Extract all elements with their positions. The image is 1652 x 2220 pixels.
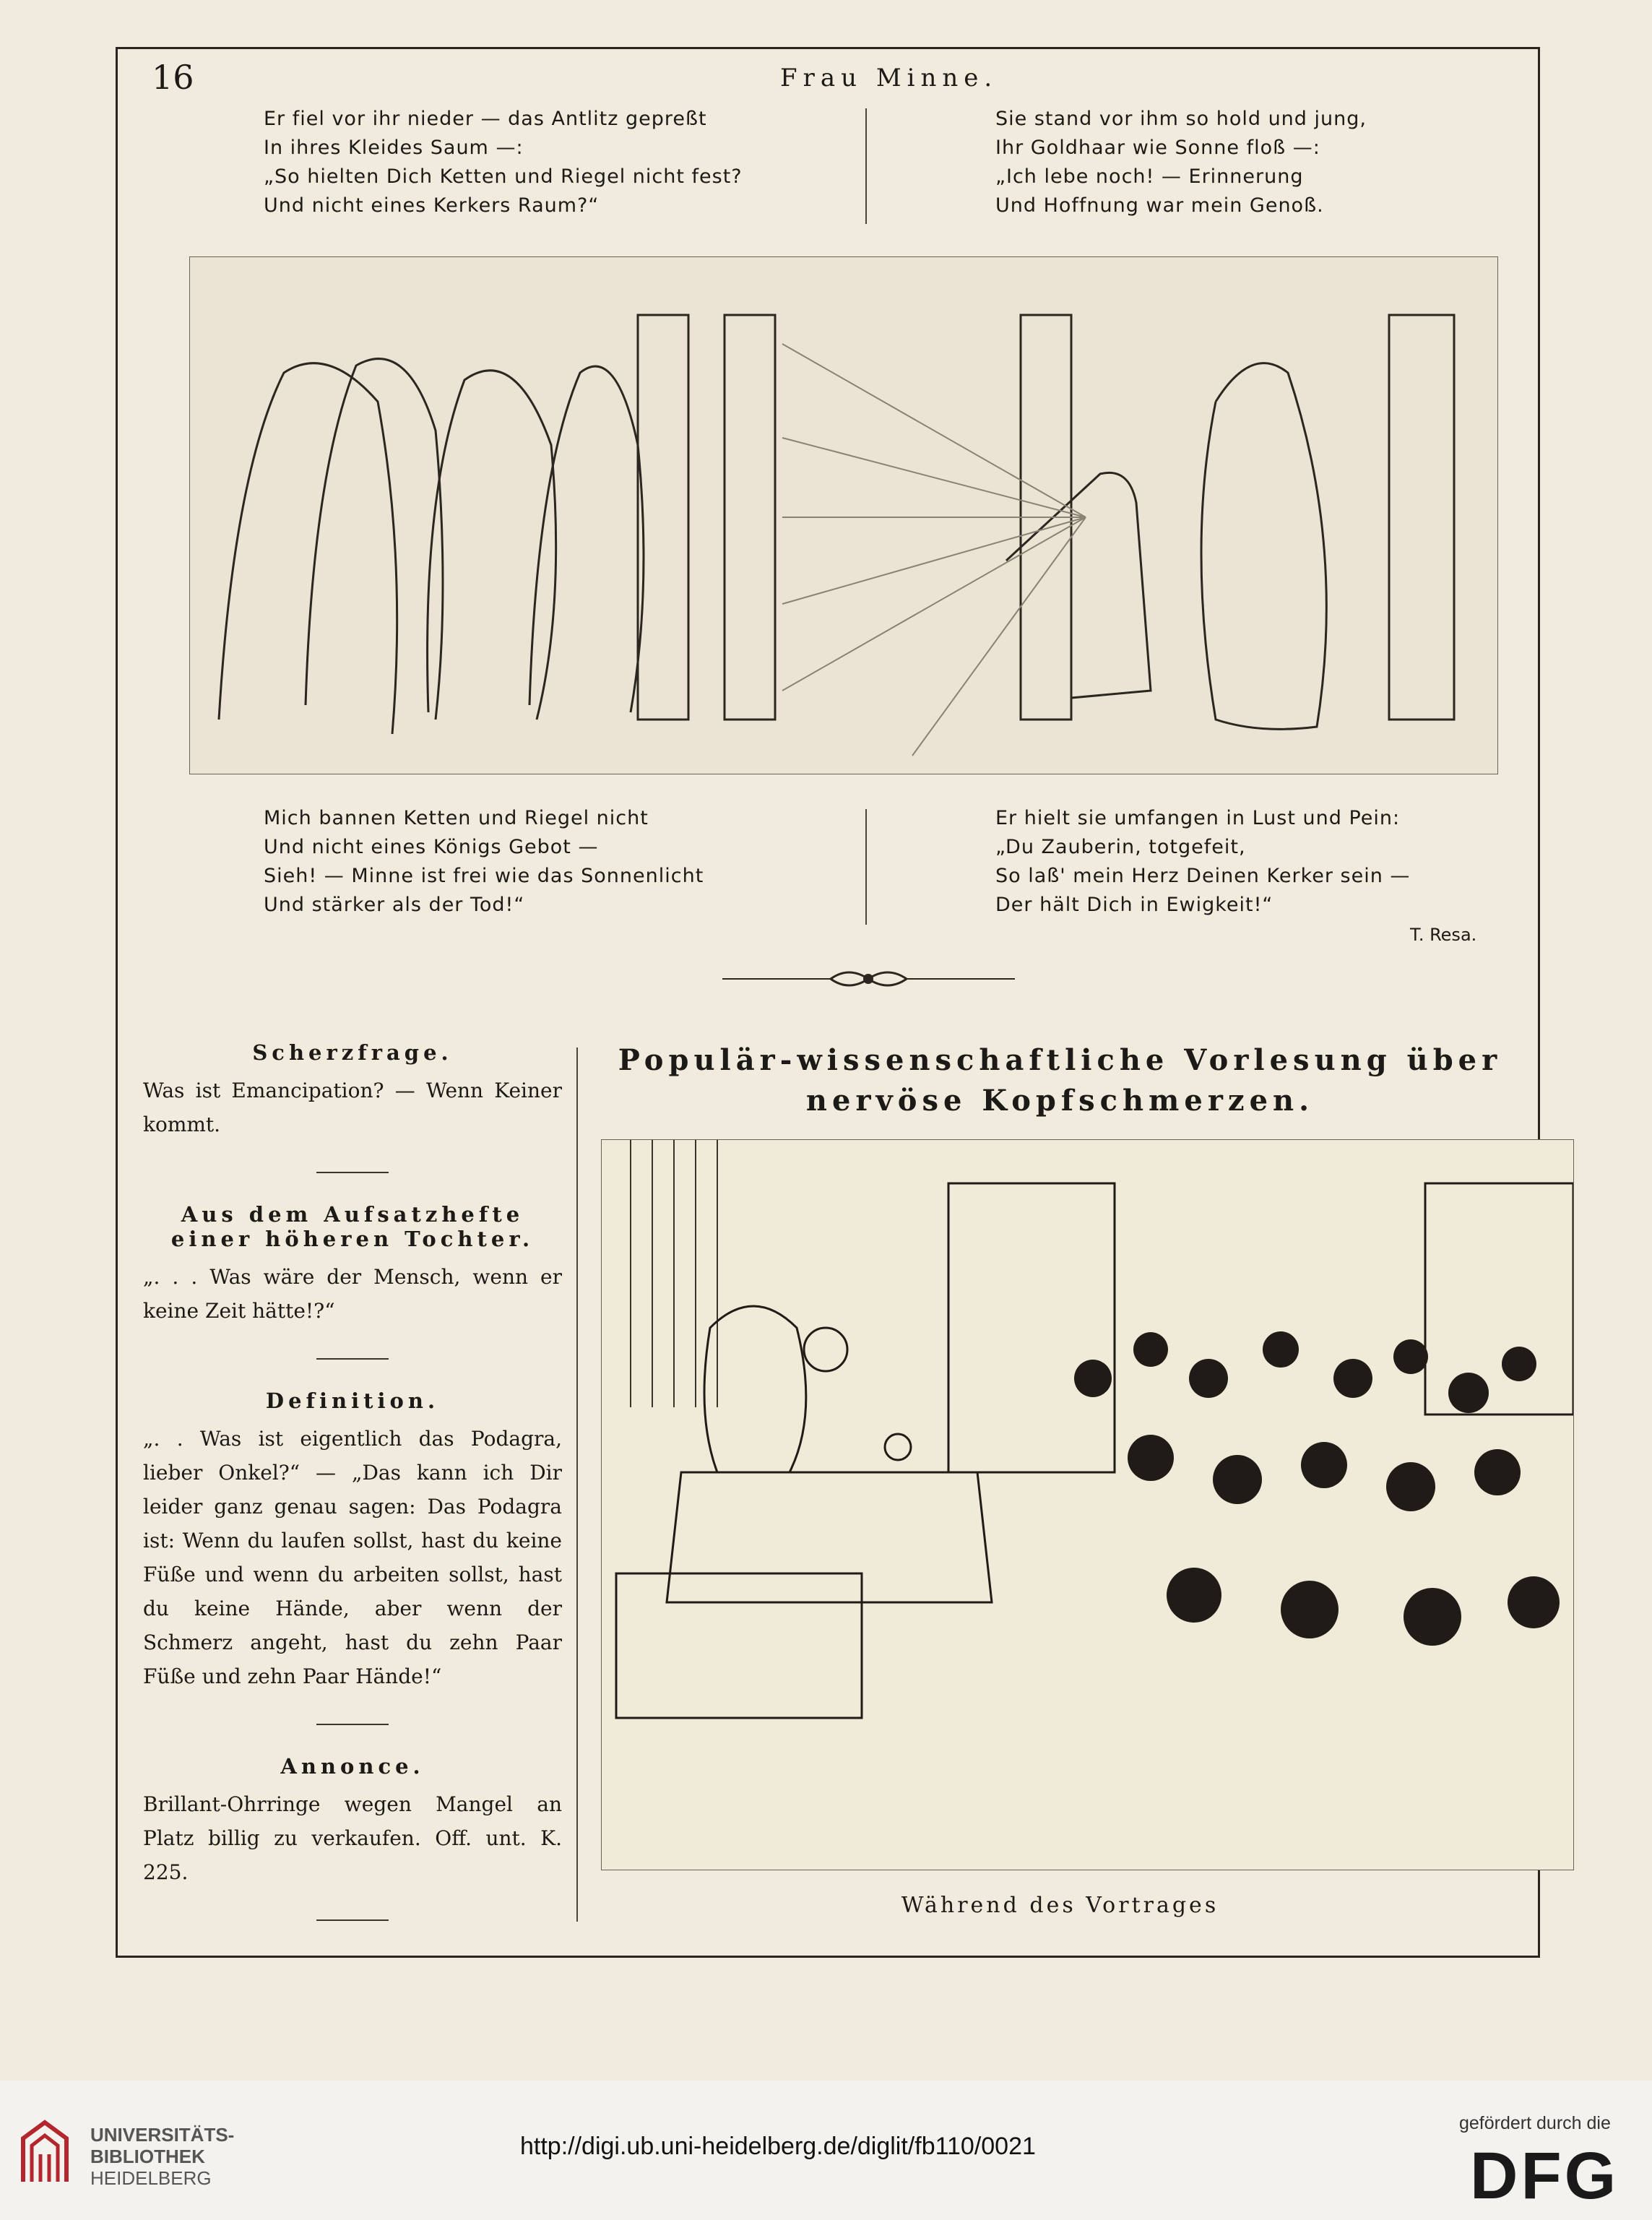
section-body: „. . . Was wäre der Mensch, wenn er keine Zeit hätte!?“: [143, 1265, 562, 1323]
section-title: Definition.: [265, 1388, 440, 1413]
permalink[interactable]: http://digi.ub.uni-heidelberg.de/diglit/fb110/0021: [520, 2133, 1036, 2160]
funded-by-label: gefördert durch die: [1459, 2113, 1611, 2133]
library-name-line: UNIVERSITÄTS-: [90, 2124, 235, 2146]
poem-line: In ihres Kleides Saum —:: [264, 137, 524, 159]
section-separator: [316, 1172, 389, 1173]
poem-line: Und nicht eines Königs Gebot —: [264, 836, 599, 858]
section-title: Scherzfrage.: [252, 1040, 453, 1065]
poem-stanza-4: [995, 804, 1410, 920]
poem-stanza-3: [264, 804, 704, 920]
library-logo: [16, 2117, 75, 2186]
poem-line: Sieh! — Minne ist frei wie das Sonnenlicht: [264, 865, 704, 887]
section-separator: [316, 1919, 389, 1921]
poem-stanza-1: [264, 105, 743, 220]
illustration-minne-scene: [189, 256, 1498, 774]
stanza-divider: [865, 108, 867, 224]
poem-line: Ihr Goldhaar wie Sonne floß —:: [995, 137, 1320, 159]
section-separator: [316, 1724, 389, 1725]
library-name: [90, 2124, 234, 2189]
poem-line: Und nicht eines Kerkers Raum?“: [264, 194, 600, 217]
page-number: 16: [152, 58, 194, 97]
section-body: Brillant-Ohrringe wegen Mangel an Platz billig zu verkaufen. Off. unt. K. 225.: [143, 1792, 562, 1884]
section-body: „. . Was ist eigentlich das Podagra, lieber Onkel?“ — „Das kann ich Dir leider ganz genau sagen: Das Podagra ist: Wenn du laufen sollst, hast du keine Füße und wenn du arbeiten sollst, hast du keine Hände, aber wenn der Schmerz angeht, hast du zehn Paar Füße und zehn Paar Hände!“: [143, 1427, 562, 1688]
illustration-lecture: [601, 1139, 1574, 1870]
poem-line: Er hielt sie umfangen in Lust und Pein:: [995, 807, 1401, 829]
poem-line: Mich bannen Ketten und Riegel nicht: [264, 807, 649, 829]
poem-line: „So hielten Dich Ketten und Riegel nicht fest?: [264, 165, 743, 188]
poem-line: Er fiel vor ihr nieder — das Antlitz gepreßt: [264, 108, 707, 130]
left-column: [143, 1040, 562, 1950]
poem-line: Der hält Dich in Ewigkeit!“: [995, 894, 1273, 916]
article-title: Populär-wissenschaftliche Vorlesung über nervöse Kopfschmerzen.: [618, 1043, 1502, 1118]
poem-stanza-2: [995, 105, 1367, 220]
poem-line: So laß' mein Herz Deinen Kerker sein —: [995, 865, 1411, 887]
poem-line: Und Hoffnung war mein Genoß.: [995, 194, 1324, 217]
poem-line: Sie stand vor ihm so hold und jung,: [995, 108, 1367, 130]
section-title: Aus dem Aufsatzhefte einer höheren Tochter.: [170, 1202, 535, 1251]
section-body: Was ist Emancipation? — Wenn Keiner kommt.: [143, 1079, 562, 1136]
poem-signature: T. Resa.: [1410, 925, 1477, 945]
illustration-caption: Während des Vortrages: [901, 1893, 1219, 1918]
section-title: Annonce.: [280, 1754, 425, 1779]
poem-line: „Du Zauberin, totgefeit,: [995, 836, 1246, 858]
column-divider: [576, 1048, 578, 1922]
section-separator: [316, 1358, 389, 1360]
library-name-line: HEIDELBERG: [90, 2167, 212, 2189]
stanza-divider: [865, 809, 867, 925]
poem-line: „Ich lebe noch! — Erinnerung: [995, 165, 1304, 188]
library-name-line: BIBLIOTHEK: [90, 2146, 205, 2167]
dfg-logo: DFG: [1470, 2139, 1619, 2213]
running-head: Frau Minne.: [780, 64, 998, 92]
poem-line: Und stärker als der Tod!“: [264, 894, 525, 916]
ornamental-divider: [722, 964, 1015, 993]
